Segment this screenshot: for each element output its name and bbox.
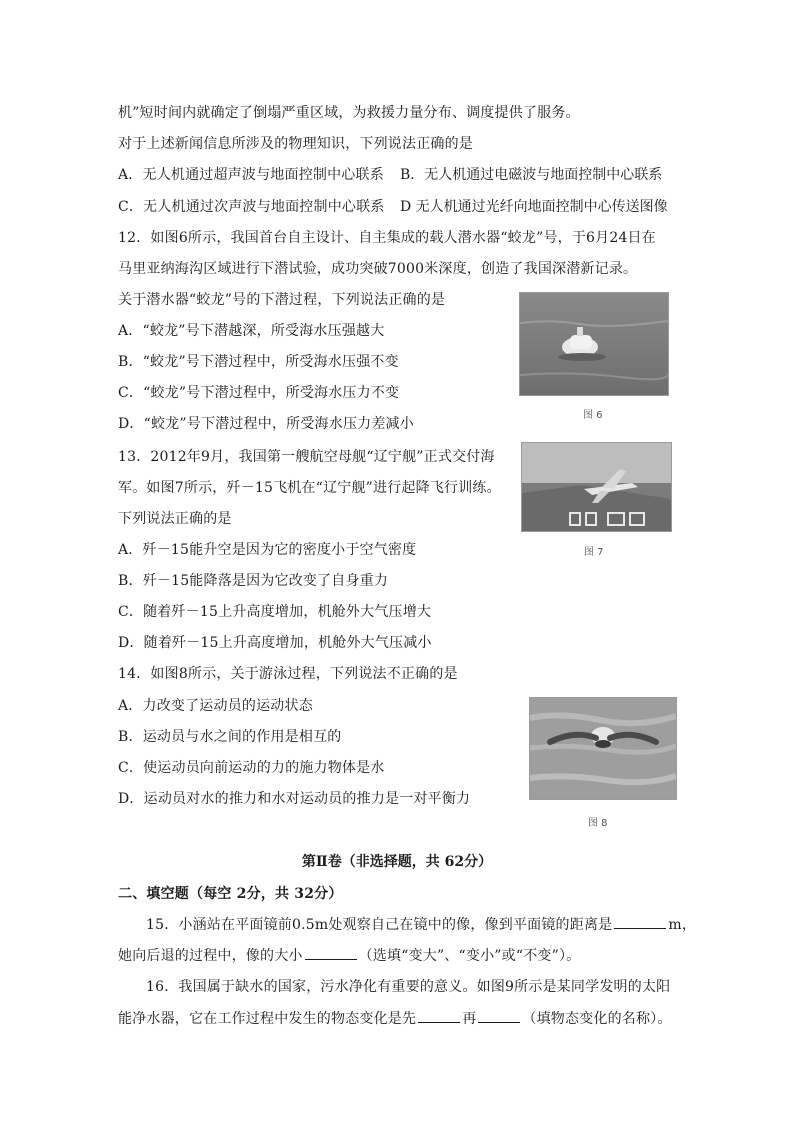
q14-option-d: D．运动员对水的推力和水对运动员的推力是一对平衡力 (118, 791, 471, 807)
q13-stem-3: 下列说法正确的是 (118, 511, 232, 527)
q14-option-a: A．力改变了运动员的运动状态 (118, 698, 313, 714)
q13-option-b: B．歼－15能降落是因为它改变了自身重力 (118, 573, 389, 589)
q14-stem: 14．如图8所示，关于游泳过程，下列说法不正确的是 (118, 666, 458, 682)
figure-8-swimmer-photo (529, 697, 677, 800)
q15-text-4: （选填“变大”、“变小”或“不变”）。 (358, 948, 581, 964)
figure-7-carrier-jet-photo (521, 442, 672, 532)
q16-blank-2[interactable] (478, 1008, 520, 1023)
q13-option-a: A．歼－15能升空是因为它的密度小于空气密度 (118, 542, 417, 558)
q16-text-3: （填物态变化的名称）。 (522, 1011, 672, 1027)
part-2-title: 第Ⅱ卷（非选择题，共 62分） (301, 854, 493, 870)
figure-6-submersible-photo (519, 292, 669, 396)
q15-text-2: m， (668, 917, 697, 933)
q11-option-b: B．无人机通过电磁波与地面控制中心联系 (400, 167, 663, 183)
q13-stem-1: 13．2012年9月，我国第一艘航空母舰“辽宁舰”正式交付海 (118, 449, 495, 465)
q12-stem-1: 12．如图6所示，我国首台自主设计、自主集成的载人潜水器“蛟龙”号，于6月24日在 (118, 230, 656, 246)
q16-line-1: 16．我国属于缺水的国家，污水净化有重要的意义。如图9所示是某同学发明的太阳 (146, 979, 671, 995)
intro-line-1: 机”短时间内就确定了倒塌严重区域，为救援力量分布、调度提供了服务。 (118, 105, 580, 121)
intro-line-2: 对于上述新闻信息所涉及的物理知识，下列说法正确的是 (118, 136, 473, 152)
q16-text-2: 再 (462, 1011, 477, 1027)
section-fill-in-heading: 二、填空题（每空 2分，共 32分） (118, 886, 343, 902)
q15-line-2 (118, 945, 580, 966)
q12-option-b: B．“蛟龙”号下潜过程中，所受海水压强不变 (118, 354, 399, 370)
q11-option-c: C．无人机通过次声波与地面控制中心联系 (118, 199, 385, 215)
q15-blank-1[interactable] (614, 914, 666, 929)
q11-option-d: D 无人机通过光纤向地面控制中心传送图像 (400, 199, 668, 215)
q15-line-1 (146, 914, 696, 935)
q13-option-d: D．随着歼－15上升高度增加，机舱外大气压减小 (118, 635, 432, 651)
figure-6-caption: 图 6 (583, 410, 603, 421)
q13-option-c: C．随着歼－15上升高度增加，机舱外大气压增大 (118, 604, 432, 620)
q12-option-d: D．“蛟龙”号下潜过程中，所受海水压力差减小 (118, 416, 414, 432)
q16-line-2 (118, 1008, 672, 1029)
figure-8-caption: 图 8 (588, 818, 608, 829)
q14-option-b: B．运动员与水之间的作用是相互的 (118, 729, 342, 745)
figure-7-caption: 图 7 (584, 547, 604, 558)
q12-stem-2: 马里亚纳海沟区域进行下潜试验，成功突破7000米深度，创造了我国深潜新记录。 (118, 261, 638, 277)
q13-stem-2: 军。如图7所示，歼－15飞机在“辽宁舰”进行起降飞行训练。 (118, 480, 501, 496)
q12-option-c: C．“蛟龙”号下潜过程中，所受海水压力不变 (118, 385, 400, 401)
q11-option-a: A．无人机通过超声波与地面控制中心联系 (118, 167, 384, 183)
q14-option-c: C．使运动员向前运动的力的施力物体是水 (118, 760, 385, 776)
q16-blank-1[interactable] (418, 1008, 460, 1023)
q15-text-3: 她向后退的过程中，像的大小 (118, 948, 303, 964)
q12-stem-3: 关于潜水器“蛟龙”号的下潜过程，下列说法正确的是 (118, 292, 446, 308)
q15-blank-2[interactable] (305, 945, 357, 960)
q12-option-a: A．“蛟龙”号下潜越深，所受海水压强越大 (118, 323, 385, 339)
q15-text-1: 15．小涵站在平面镜前0.5m处观察自己在镜中的像，像到平面镜的距离是 (146, 917, 613, 933)
q16-text-1: 能净水器，它在工作过程中发生的物态变化是先 (118, 1011, 417, 1027)
